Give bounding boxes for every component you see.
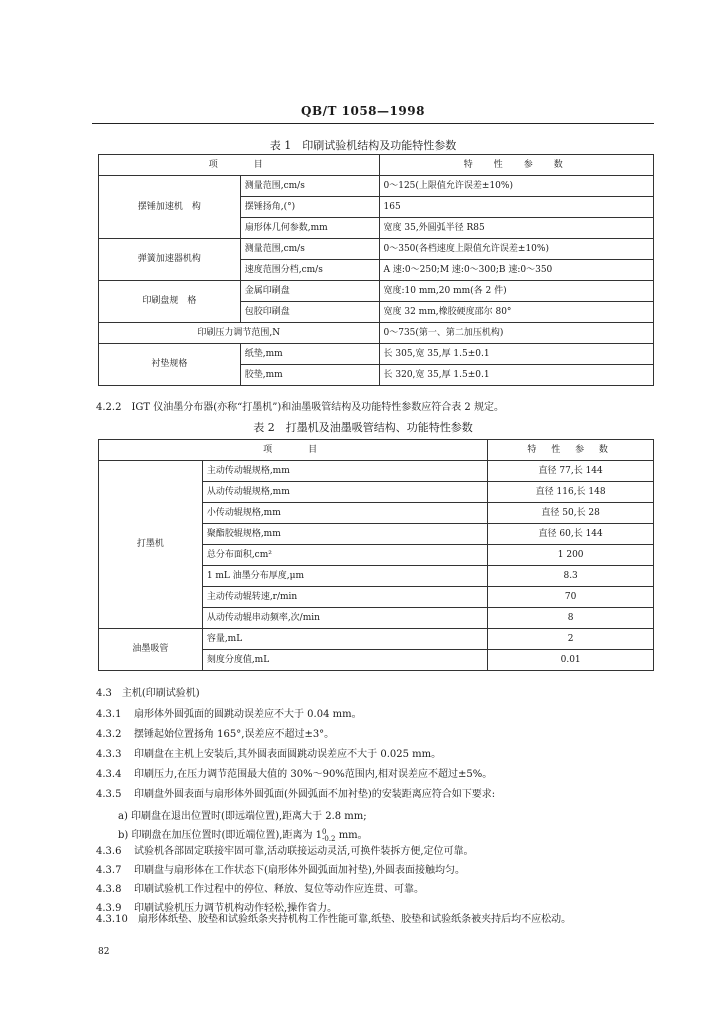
table1-value: 0～125(上限值允许误差±10%)	[379, 176, 654, 197]
clause-text: 印刷压力,在压力调节范围最大值的 30%～90%范围内,相对误差应不超过±5%。	[134, 769, 493, 780]
table1-value: 宽度 35,外圆弧半径 R85	[379, 218, 654, 239]
tolerance	[322, 829, 336, 843]
clause-4-3-10	[96, 913, 661, 926]
table2-item: 容量,mL	[202, 629, 487, 650]
table2-value: 直径 50,长 28	[488, 503, 654, 524]
standard-header: QB/T 1058—1998	[301, 104, 425, 118]
table1-item: 胶垫,mm	[240, 365, 379, 386]
tolerance-upper: 0	[322, 827, 327, 836]
clause-4-3-5-b	[118, 826, 368, 843]
table2-group-name: 油墨吸管	[99, 629, 203, 671]
table2-value: 0.01	[488, 650, 654, 671]
clause-number: 4.3.6	[96, 846, 122, 857]
table1-value: 宽度:10 mm,20 mm(各 2 件)	[379, 281, 654, 302]
table2-value: 直径 116,长 148	[488, 482, 654, 503]
clause-4-3-2	[96, 728, 661, 741]
clause-text: 印刷盘外圆表面与扇形体外圆弧面(外圆弧面不加衬垫)的安装距离应符合如下要求:	[134, 789, 496, 800]
clause-text: 摆锤起始位置扬角 165°,误差应不超过±3°。	[134, 729, 335, 740]
table2-item: 从动传动辊规格,mm	[202, 482, 487, 503]
clause-text: 扇形体外圆弧面的圆跳动误差应不大于 0.04 mm。	[134, 709, 362, 720]
table2-item: 从动传动辊串动频率,次/min	[202, 608, 487, 629]
table2-header-item: 项 目	[99, 440, 488, 461]
table1	[98, 154, 654, 386]
page-number: 82	[98, 947, 110, 957]
table1-value: 165	[379, 197, 654, 218]
clause-number: 4.3.8	[96, 884, 122, 895]
header-rule	[92, 123, 654, 124]
table2-item: 聚酯胶辊规格,mm	[202, 524, 487, 545]
table2-value: 8.3	[488, 566, 654, 587]
clause-number: 4.3.1	[96, 709, 122, 720]
clause-4-3-5-a: a) 印刷盘在退出位置时(即远端位置),距离大于 2.8 mm;	[118, 811, 367, 822]
table2-value: 2	[488, 629, 654, 650]
table2-item: 刻度分度值,mL	[202, 650, 487, 671]
clause-text: 印刷盘在主机上安装后,其外圆表面圆跳动误差应不大于 0.025 mm。	[134, 749, 442, 760]
table1-group-name: 弹簧加速器机构	[99, 239, 241, 281]
table1-item: 测量范围,cm/s	[240, 176, 379, 197]
table1-value: 长 305,宽 35,厚 1.5±0.1	[379, 344, 654, 365]
table1-group-name: 摆锤加速机 构	[99, 176, 241, 239]
table2-value: 直径 77,长 144	[488, 461, 654, 482]
clause-b-unit: mm。	[335, 830, 368, 841]
clause-text: 试验机各部固定联接牢固可靠,活动联接运动灵活,可换件装拆方便,定位可靠。	[134, 846, 474, 857]
clause-text: 扇形体纸垫、胶垫和试验纸条夹持机构工作性能可靠,纸垫、胶垫和试验纸条被夹持后均不应松动。	[138, 914, 572, 925]
table1-caption: 表 1 印刷试验机结构及功能特性参数	[269, 139, 457, 152]
tolerance-lower: -0.2	[322, 834, 336, 843]
table2-value: 直径 60,长 144	[488, 524, 654, 545]
table2-caption: 表 2 打墨机及油墨吸管结构、功能特性参数	[253, 421, 473, 434]
table2-group-name: 打墨机	[99, 461, 203, 629]
table2	[98, 439, 654, 671]
clause-4-3-5	[96, 788, 661, 801]
clause-number: 4.3.5	[96, 789, 122, 800]
table2-item: 总分布面积,cm²	[202, 545, 487, 566]
table1-group-name: 印刷压力调节范围,N	[99, 323, 380, 344]
clause-4-3-6	[96, 845, 661, 858]
table1-item: 测量范围,cm/s	[240, 239, 379, 260]
clause-4-3-3	[96, 748, 661, 761]
clause-number: 4.3.10	[96, 914, 128, 925]
table1-value: A 速:0～250;M 速:0～300;B 速:0～350	[379, 260, 654, 281]
section-4-3-title: 4.3 主机(印刷试验机)	[96, 688, 200, 699]
table1-value: 0～735(第一、第二加压机构)	[379, 323, 654, 344]
table2-header-value: 特 性 参 数	[488, 440, 654, 461]
clause-text: 印刷试验机压力调节机构动作轻松,操作省力。	[134, 903, 338, 914]
table1-value: 长 320,宽 35,厚 1.5±0.1	[379, 365, 654, 386]
clause-text: 印刷试验机工作过程中的停位、释放、复位等动作应连贯、可靠。	[134, 884, 424, 895]
table1-item: 包胶印刷盘	[240, 302, 379, 323]
clause-4-3-4	[96, 768, 661, 781]
clause-b-text: b) 印刷盘在加压位置时(即近端位置),距离为 1	[118, 830, 323, 841]
table1-header-value: 特 性 参 数	[379, 155, 654, 176]
table1-group-name: 衬垫规格	[99, 344, 241, 386]
clause-4-3-1	[96, 708, 661, 721]
clause-number: 4.3.7	[96, 865, 122, 876]
table1-item: 纸垫,mm	[240, 344, 379, 365]
table1-value: 宽度 32 mm,橡胶硬度邵尔 80°	[379, 302, 654, 323]
table2-item: 小传动辊规格,mm	[202, 503, 487, 524]
table1-item: 金属印刷盘	[240, 281, 379, 302]
table1-item: 摆锤扬角,(°)	[240, 197, 379, 218]
table2-item: 主动传动辊规格,mm	[202, 461, 487, 482]
table2-value: 1 200	[488, 545, 654, 566]
clause-number: 4.3.4	[96, 769, 122, 780]
clause-number: 4.3.9	[96, 903, 122, 914]
para-4-2-2: 4.2.2 IGT 仪油墨分布器(亦称“打墨机”)和油墨吸管结构及功能特性参数应符合表 2 规定。	[96, 402, 504, 413]
table1-item: 速度范围分档,cm/s	[240, 260, 379, 281]
table1-group-name: 印刷盘规 格	[99, 281, 241, 323]
clause-4-3-8	[96, 883, 661, 896]
table2-value: 70	[488, 587, 654, 608]
table1-item: 扇形体几何参数,mm	[240, 218, 379, 239]
table2-value: 8	[488, 608, 654, 629]
clause-number: 4.3.3	[96, 749, 122, 760]
clause-number: 4.3.2	[96, 729, 122, 740]
table1-value: 0～350(各档速度上限值允许误差±10%)	[379, 239, 654, 260]
table2-item: 主动传动辊转速,r/min	[202, 587, 487, 608]
table2-item: 1 mL 油墨分布厚度,μm	[202, 566, 487, 587]
table1-header-item: 项 目	[99, 155, 380, 176]
clause-text: 印刷盘与扇形体在工作状态下(扇形体外圆弧面加衬垫),外圆表面接触均匀。	[134, 865, 465, 876]
clause-4-3-7	[96, 864, 661, 877]
